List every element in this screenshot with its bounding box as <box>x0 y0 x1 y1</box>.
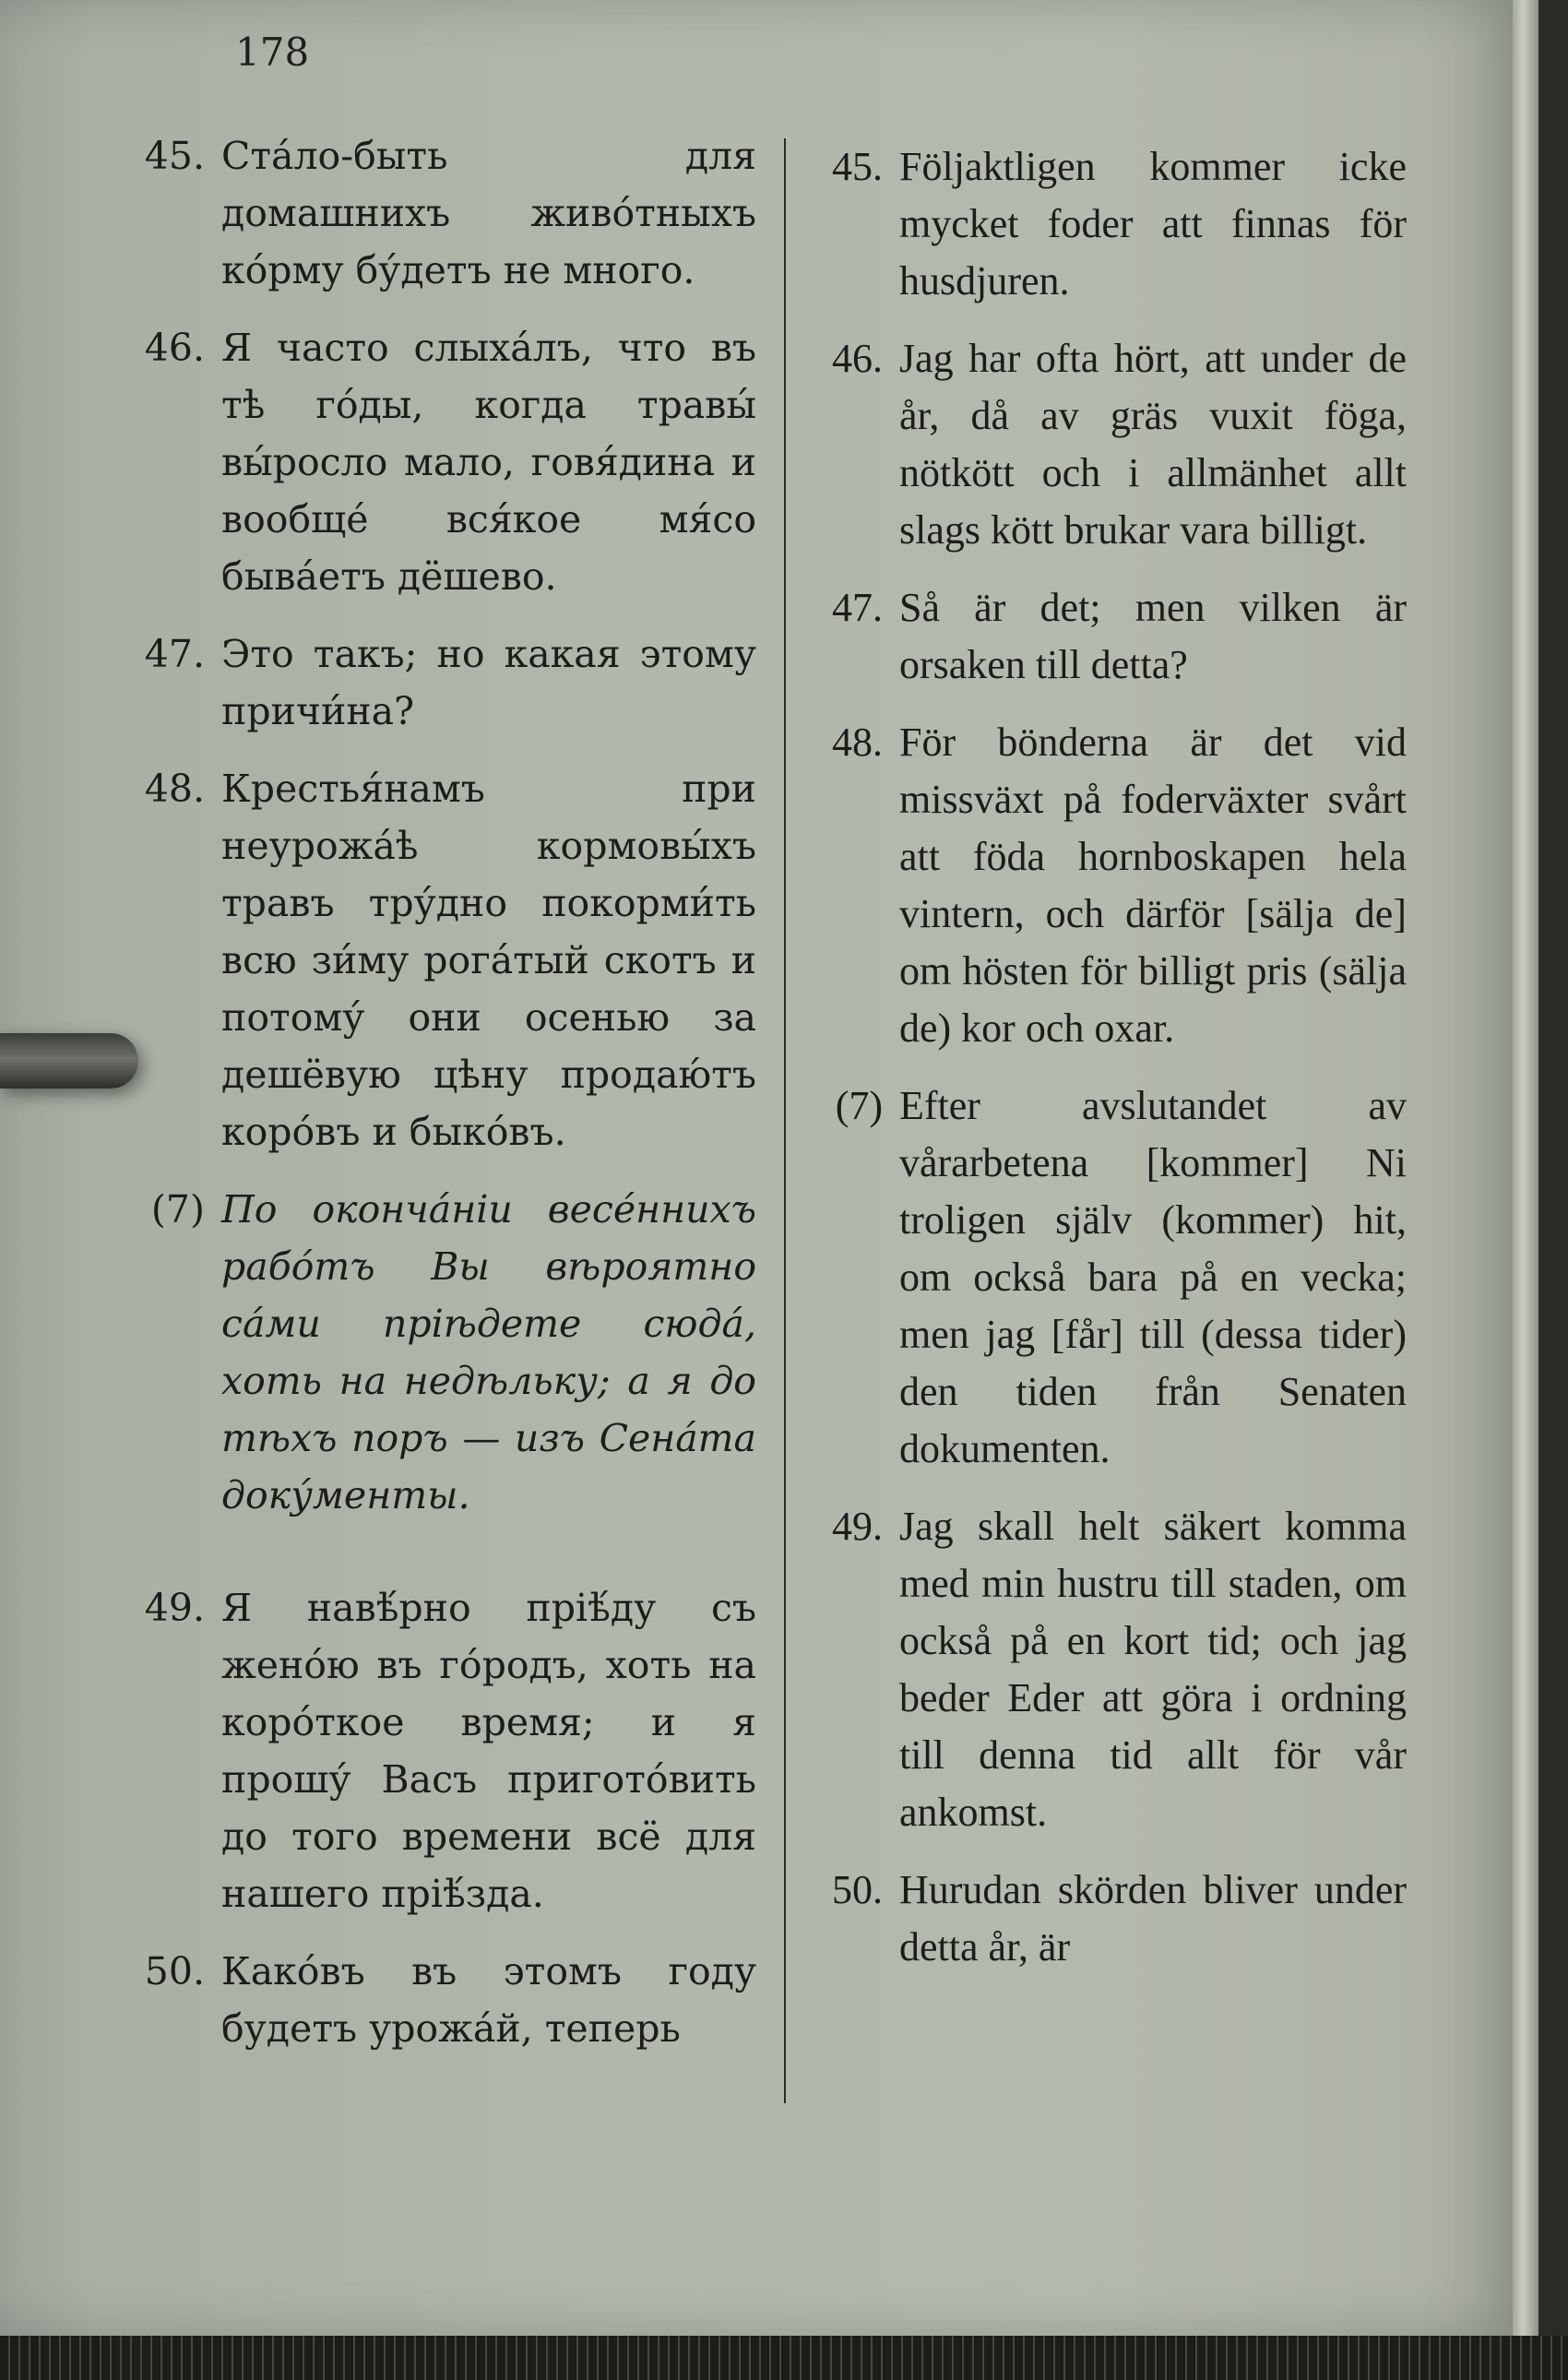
entry-text: Jag skall helt säkert komma med min hustru till staden, om också på en kort tid; och jag beder Eder att göra i ordning till denna tid allt för vår ankomst. <box>899 1504 1407 1835</box>
entry-number: 49. <box>144 1586 205 1630</box>
entry-number: 46. <box>144 326 205 370</box>
entry-number: 50. <box>832 1867 883 1912</box>
ru-entry-46 <box>129 319 756 605</box>
entry-number: 45. <box>832 144 883 189</box>
ru-entry-7 <box>129 1181 756 1524</box>
entry-number: 48. <box>832 720 883 765</box>
ru-entry-49 <box>129 1579 756 1922</box>
sv-entry-49 <box>807 1498 1407 1841</box>
ru-entry-50 <box>129 1943 756 2057</box>
entry-text: Крестья́намъ при неурожа́ѣ кормовы́хъ травъ тру́дно покорми́ть всю зи́му рога́тый скотъ и потому́ они осенью за дешёвую цѣну продаю́тъ коро́въ и быко́въ. <box>221 767 756 1154</box>
ru-entry-48 <box>129 760 756 1160</box>
entry-text: Så är det; men vilken är orsaken till detta? <box>899 585 1407 687</box>
entry-number: 49. <box>832 1504 883 1549</box>
entry-text: По оконча́нiи весе́ннихъ рабо́тъ Вы вѣроятно са́ми прiѣдете сюда́, хоть на недѣльку; а я до тѣхъ поръ — изъ Сена́та доку́менты. <box>221 1187 756 1517</box>
entry-text: Följaktligen kommer icke mycket foder att finnas för husdjuren. <box>899 144 1407 303</box>
entry-text: Ста́ло-быть для домашнихъ живо́тныхъ ко́рму бу́детъ не много. <box>221 134 756 292</box>
sv-entry-45 <box>807 138 1407 310</box>
sv-entry-48 <box>807 714 1407 1057</box>
entry-number: 50. <box>144 1949 205 1993</box>
page-number: 178 <box>235 30 310 75</box>
entry-text: Я часто слыха́лъ, что въ тѣ го́ды, когда травы́ вы́росло мало, говя́дина и вообще́ вся́кое мя́со быва́етъ дёшево. <box>221 326 756 599</box>
entry-text: För bönderna är det vid missväxt på foderväxter svårt att föda hornboskapen hela vintern, och därför [sälja de] om hösten för billigt pris (sälja de) kor och oxar. <box>899 720 1407 1051</box>
entry-number: 45. <box>144 134 205 178</box>
sv-entry-7 <box>807 1077 1407 1478</box>
swedish-column <box>807 138 1407 1996</box>
entry-text: Hurudan skörden bliver under detta år, är <box>899 1867 1407 1969</box>
entry-text: Како́въ въ этомъ году будетъ урожа́й, теперь <box>221 1949 756 2051</box>
sv-entry-50 <box>807 1862 1407 1976</box>
entry-text: Я навѣ́рно прiѣ́ду съ жено́ю въ го́родъ, хоть на коро́ткое время; и я прошу́ Васъ пригото́вить до того времени всё для нашего прiѣ́зда. <box>221 1586 756 1916</box>
russian-column <box>129 127 756 2077</box>
entry-number: (7) <box>150 1187 205 1232</box>
column-divider <box>784 138 786 2103</box>
entry-text: Jag har ofta hört, att under de år, då av gräs vuxit föga, nötkött och i allmänhet allt slags kött brukar vara billigt. <box>899 336 1407 553</box>
entry-text: Efter avslutandet av vårarbetena [kommer] Ni troligen själv (kommer) hit, om också bara på en vecka; men jag [får] till (dessa tider) den tiden från Senaten dokumenten. <box>899 1083 1407 1471</box>
ru-entry-47 <box>129 625 756 740</box>
ru-entry-45 <box>129 127 756 299</box>
entry-number: 47. <box>832 585 883 630</box>
entry-text: Это такъ; но какая этому причи́на? <box>221 632 756 733</box>
binder-clip <box>0 1033 138 1089</box>
page-edge <box>1513 0 1538 2336</box>
entry-number: 48. <box>144 767 205 811</box>
entry-number: 46. <box>832 336 883 381</box>
sv-entry-46 <box>807 330 1407 559</box>
entry-number: 47. <box>144 632 205 676</box>
entry-number: (7) <box>835 1083 883 1128</box>
measuring-ruler <box>0 2336 1568 2380</box>
sv-entry-47 <box>807 579 1407 694</box>
